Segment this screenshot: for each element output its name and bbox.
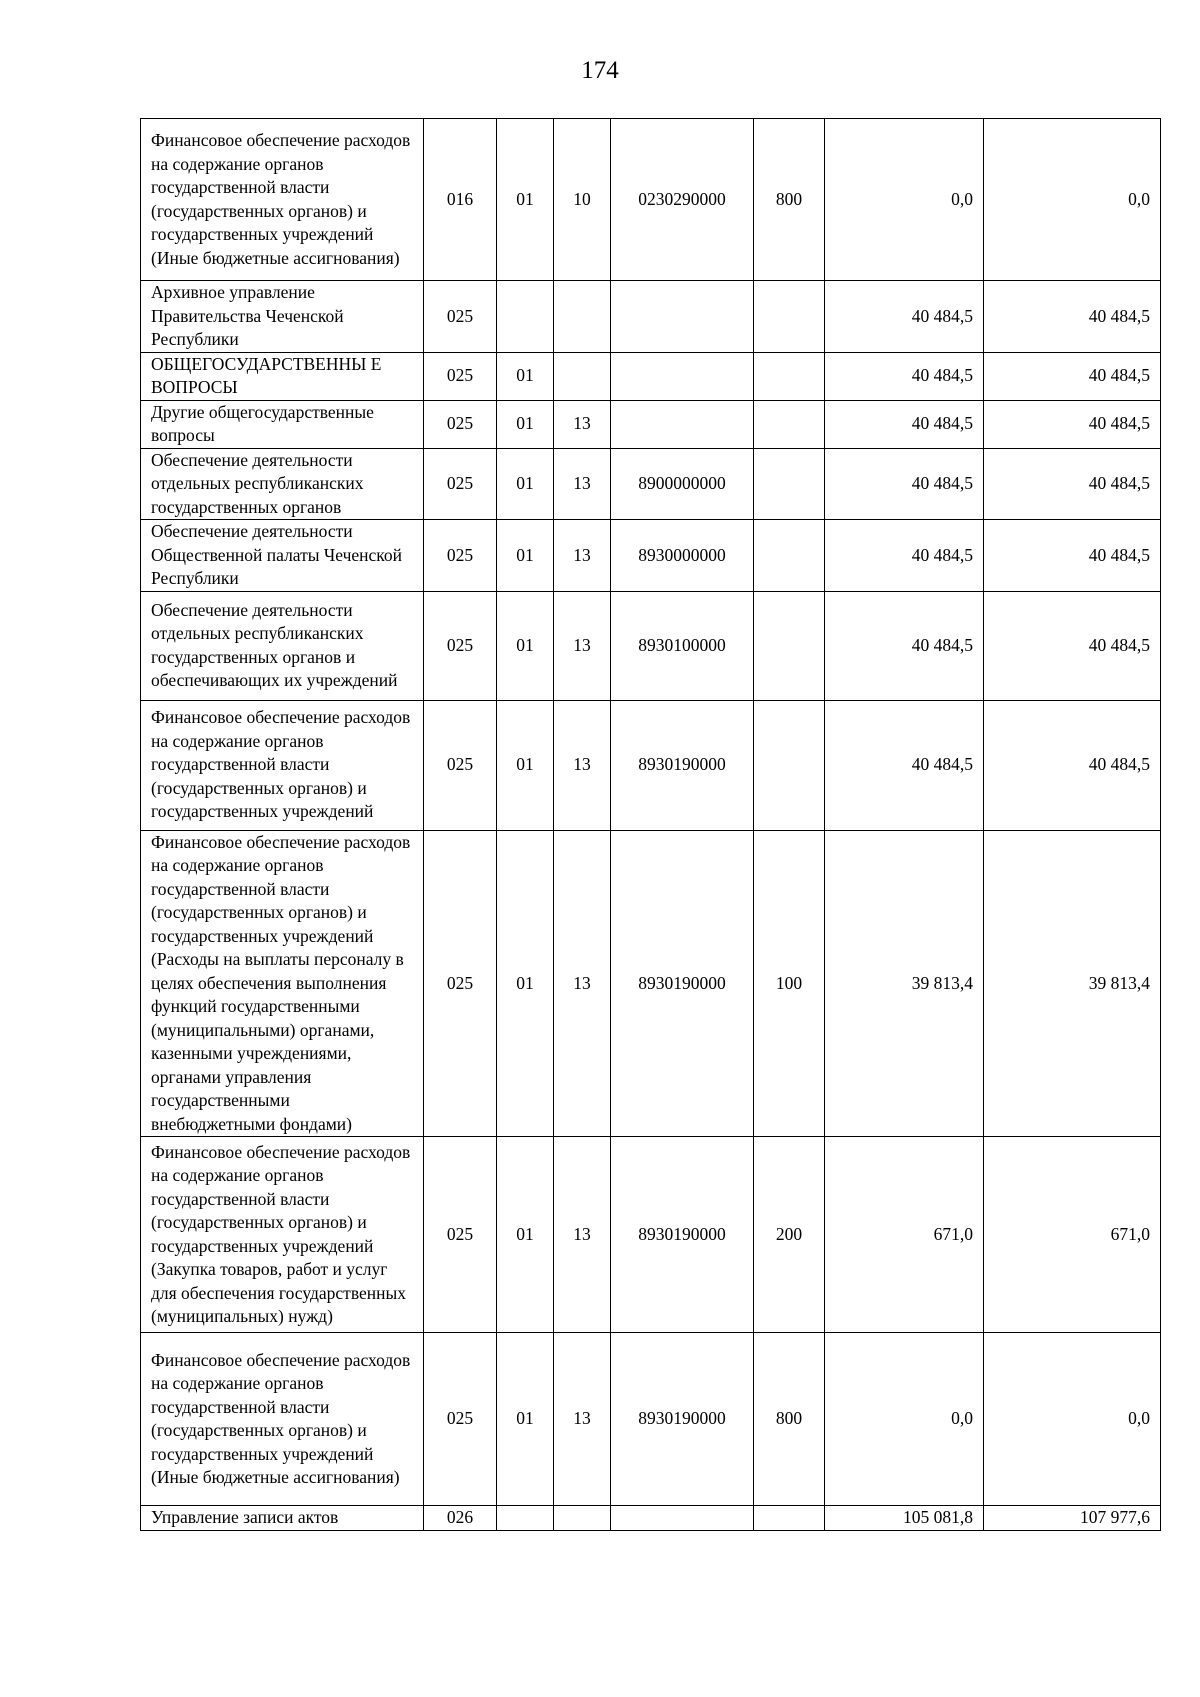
section-code-cell [497, 1506, 554, 1531]
subsection-code-cell [554, 1506, 611, 1531]
row-name-cell: Обеспечение деятельности отдельных республиканских государственных органов [141, 448, 424, 520]
target-item-code-cell: 8930190000 [611, 1333, 754, 1506]
target-item-code-cell [611, 352, 754, 400]
amount-year2-cell: 40 484,5 [984, 591, 1161, 700]
subsection-code-cell [554, 281, 611, 353]
row-name-cell: Финансовое обеспечение расходов на содержание органов государственной власти (государственных органов) и государственных учреждений [141, 700, 424, 830]
expense-type-code-cell [754, 281, 825, 353]
target-item-code-cell: 8930190000 [611, 1137, 754, 1333]
ministry-code-cell: 026 [424, 1506, 497, 1531]
amount-year2-cell: 40 484,5 [984, 281, 1161, 353]
amount-year2-cell: 0,0 [984, 1333, 1161, 1506]
table-row [141, 700, 1161, 830]
expense-type-code-cell: 100 [754, 830, 825, 1137]
amount-year1-cell: 0,0 [825, 1333, 984, 1506]
amount-year1-cell: 105 081,8 [825, 1506, 984, 1531]
section-code-cell: 01 [497, 448, 554, 520]
table-row [141, 352, 1161, 400]
amount-year2-cell: 40 484,5 [984, 352, 1161, 400]
target-item-code-cell: 8930190000 [611, 830, 754, 1137]
ministry-code-cell: 025 [424, 448, 497, 520]
target-item-code-cell [611, 400, 754, 448]
amount-year1-cell: 40 484,5 [825, 520, 984, 592]
subsection-code-cell: 13 [554, 400, 611, 448]
table-row [141, 281, 1161, 353]
subsection-code-cell: 13 [554, 830, 611, 1137]
subsection-code-cell: 13 [554, 520, 611, 592]
ministry-code-cell: 016 [424, 119, 497, 281]
table-row [141, 591, 1161, 700]
expense-type-code-cell [754, 520, 825, 592]
ministry-code-cell: 025 [424, 700, 497, 830]
row-name-cell: Обеспечение деятельности Общественной палаты Чеченской Республики [141, 520, 424, 592]
expense-type-code-cell [754, 700, 825, 830]
section-code-cell: 01 [497, 591, 554, 700]
ministry-code-cell: 025 [424, 281, 497, 353]
amount-year1-cell: 671,0 [825, 1137, 984, 1333]
target-item-code-cell: 8930190000 [611, 700, 754, 830]
table-row [141, 1506, 1161, 1531]
expense-type-code-cell: 800 [754, 1333, 825, 1506]
subsection-code-cell: 13 [554, 1137, 611, 1333]
target-item-code-cell: 8930000000 [611, 520, 754, 592]
row-name-cell: Управление записи актов [141, 1506, 424, 1531]
amount-year1-cell: 40 484,5 [825, 591, 984, 700]
section-code-cell: 01 [497, 1137, 554, 1333]
budget-table-body [141, 119, 1161, 1531]
table-row [141, 400, 1161, 448]
amount-year1-cell: 39 813,4 [825, 830, 984, 1137]
target-item-code-cell [611, 281, 754, 353]
table-row [141, 448, 1161, 520]
ministry-code-cell: 025 [424, 1333, 497, 1506]
ministry-code-cell: 025 [424, 352, 497, 400]
row-name-cell: Другие общегосударственные вопросы [141, 400, 424, 448]
subsection-code-cell: 13 [554, 1333, 611, 1506]
target-item-code-cell: 0230290000 [611, 119, 754, 281]
expense-type-code-cell: 800 [754, 119, 825, 281]
amount-year2-cell: 40 484,5 [984, 520, 1161, 592]
row-name-cell: Обеспечение деятельности отдельных республиканских государственных органов и обеспечивающих их учреждений [141, 591, 424, 700]
section-code-cell: 01 [497, 119, 554, 281]
amount-year1-cell: 40 484,5 [825, 700, 984, 830]
amount-year1-cell: 40 484,5 [825, 400, 984, 448]
section-code-cell: 01 [497, 520, 554, 592]
amount-year1-cell: 40 484,5 [825, 281, 984, 353]
amount-year2-cell: 107 977,6 [984, 1506, 1161, 1531]
amount-year2-cell: 40 484,5 [984, 700, 1161, 830]
ministry-code-cell: 025 [424, 591, 497, 700]
amount-year2-cell: 39 813,4 [984, 830, 1161, 1137]
ministry-code-cell: 025 [424, 400, 497, 448]
section-code-cell: 01 [497, 400, 554, 448]
expense-type-code-cell: 200 [754, 1137, 825, 1333]
amount-year1-cell: 40 484,5 [825, 448, 984, 520]
expense-type-code-cell [754, 1506, 825, 1531]
ministry-code-cell: 025 [424, 830, 497, 1137]
expense-type-code-cell [754, 591, 825, 700]
section-code-cell: 01 [497, 1333, 554, 1506]
amount-year1-cell: 0,0 [825, 119, 984, 281]
ministry-code-cell: 025 [424, 1137, 497, 1333]
amount-year1-cell: 40 484,5 [825, 352, 984, 400]
table-row [141, 119, 1161, 281]
ministry-code-cell: 025 [424, 520, 497, 592]
subsection-code-cell: 13 [554, 591, 611, 700]
target-item-code-cell: 8900000000 [611, 448, 754, 520]
amount-year2-cell: 0,0 [984, 119, 1161, 281]
table-row [141, 520, 1161, 592]
row-name-cell: ОБЩЕГОСУДАРСТВЕННЫ Е ВОПРОСЫ [141, 352, 424, 400]
target-item-code-cell: 8930100000 [611, 591, 754, 700]
table-row [141, 1333, 1161, 1506]
section-code-cell [497, 281, 554, 353]
row-name-cell: Финансовое обеспечение расходов на содержание органов государственной власти (государственных органов) и государственных учреждений (Иные бюджетные ассигнования) [141, 119, 424, 281]
row-name-cell: Финансовое обеспечение расходов на содержание органов государственной власти (государственных органов) и государственных учреждений (Иные бюджетные ассигнования) [141, 1333, 424, 1506]
expense-type-code-cell [754, 448, 825, 520]
budget-table [140, 118, 1161, 1531]
table-row [141, 830, 1161, 1137]
subsection-code-cell [554, 352, 611, 400]
section-code-cell: 01 [497, 830, 554, 1137]
expense-type-code-cell [754, 352, 825, 400]
subsection-code-cell: 13 [554, 700, 611, 830]
subsection-code-cell: 13 [554, 448, 611, 520]
row-name-cell: Архивное управление Правительства Чеченской Республики [141, 281, 424, 353]
section-code-cell: 01 [497, 700, 554, 830]
section-code-cell: 01 [497, 352, 554, 400]
table-row [141, 1137, 1161, 1333]
amount-year2-cell: 40 484,5 [984, 400, 1161, 448]
target-item-code-cell [611, 1506, 754, 1531]
row-name-cell: Финансовое обеспечение расходов на содержание органов государственной власти (государственных органов) и государственных учреждений (Расходы на выплаты персоналу в целях обеспечения выполнения функций государственными (муниципальными) органами, казенными учреждениями, органами управления государственными внебюджетными фондами) [141, 830, 424, 1137]
amount-year2-cell: 671,0 [984, 1137, 1161, 1333]
expense-type-code-cell [754, 400, 825, 448]
subsection-code-cell: 10 [554, 119, 611, 281]
page-number: 174 [581, 57, 619, 84]
amount-year2-cell: 40 484,5 [984, 448, 1161, 520]
row-name-cell: Финансовое обеспечение расходов на содержание органов государственной власти (государственных органов) и государственных учреждений (Закупка товаров, работ и услуг для обеспечения государственных (муниципальных) нужд) [141, 1137, 424, 1333]
